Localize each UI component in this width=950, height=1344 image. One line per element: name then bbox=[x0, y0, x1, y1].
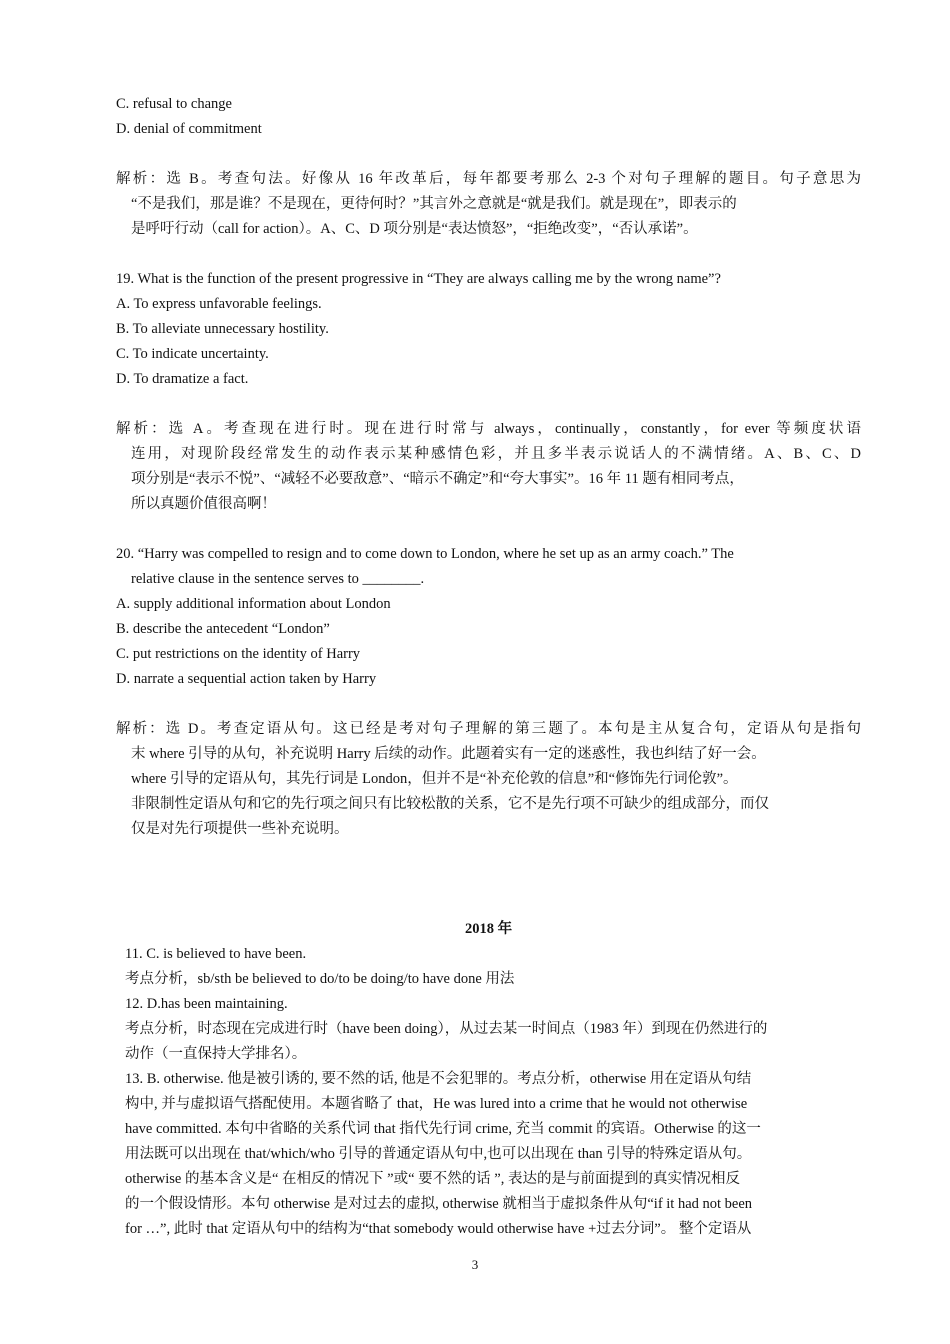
q20-analysis-line: 末 where 引导的从句，补充说明 Harry 后续的动作。此题着实有一定的迷惑性，我也纠结了好一会。 bbox=[131, 746, 766, 762]
q20-analysis-line: 非限制性定语从句和它的先行项之间只有比较松散的关系，它不是先行项不可缺少的组成部分，而仅 bbox=[131, 796, 769, 812]
section-title-2018: 2018 年 bbox=[464, 921, 513, 937]
q19-option-b: B. To alleviate unnecessary hostility. bbox=[116, 321, 329, 337]
q18-analysis-line: 是呼吁行动（call for action）。A、C、D 项分别是“表达愤怒”，“拒绝改变”，“否认承诺”。 bbox=[131, 221, 698, 237]
q19-question: 19. What is the function of the present progressive in “They are always calling me by the wrong name”? bbox=[116, 271, 721, 287]
section-2018-line: for …”, 此时 that 定语从句中的结构为“that somebody would otherwise have +过去分词”。 整个定语从 bbox=[125, 1221, 752, 1237]
q20-question-cont: relative clause in the sentence serves to ________. bbox=[131, 571, 425, 587]
section-2018-line: have committed. 本句中省略的关系代词 that 指代先行词 crime, 充当 commit 的宾语。Otherwise 的这一 bbox=[125, 1121, 761, 1137]
q19-option-d: D. To dramatize a fact. bbox=[116, 371, 249, 387]
q18-analysis-line: “不是我们，那是谁？不是现在，更待何时？”其言外之意就是“就是我们。就是现在”，即表示的 bbox=[131, 196, 737, 212]
section-2018-line: 12. D.has been maintaining. bbox=[125, 996, 288, 1012]
q20-question: 20. “Harry was compelled to resign and to come down to London, where he set up as an army coach.” The bbox=[116, 546, 734, 562]
section-2018-line: 动作（一直保持大学排名）。 bbox=[125, 1046, 307, 1062]
section-2018-line: 11. C. is believed to have been. bbox=[125, 946, 307, 962]
q19-analysis-line: 解析：选 A。考查现在进行时。现在进行时常与 always，continually，constantly，for ever 等频度状语 bbox=[116, 421, 861, 437]
section-2018-line: otherwise 的基本含义是“ 在相反的情况下 ”或“ 要不然的话 ”, 表达的是与前面提到的真实情况相反 bbox=[125, 1171, 740, 1187]
section-2018-line: 考点分析，时态现在完成进行时（have been doing），从过去某一时间点（1983 年）到现在仍然进行的 bbox=[125, 1021, 768, 1037]
section-2018-line: 的一个假设情形。本句 otherwise 是对过去的虚拟, otherwise 就相当于虚拟条件从句“if it had not been bbox=[125, 1196, 753, 1212]
q19-analysis-line: 项分别是“表示不悦”、“减轻不必要敌意”、“暗示不确定”和“夸大事实”。16 年 11 题有相同考点， bbox=[131, 471, 744, 487]
q18-analysis-line: 解析：选 B。考查句法。好像从 16 年改革后，每年都要考那么 2-3 个对句子理解的题目。句子意思为 bbox=[116, 171, 861, 187]
q20-analysis-line: 仅是对先行项提供一些补充说明。 bbox=[131, 821, 349, 837]
page-number: 3 bbox=[471, 1257, 479, 1272]
q20-option-b: B. describe the antecedent “London” bbox=[116, 621, 330, 637]
q19-analysis-line: 连用，对现阶段经常发生的动作表示某种感情色彩，并且多半表示说话人的不满情绪。A、B、C、D bbox=[131, 446, 861, 462]
section-2018-line: 构中, 并与虚拟语气搭配使用。本题省略了 that，He was lured into a crime that he would not otherwise bbox=[125, 1096, 748, 1112]
q20-option-d: D. narrate a sequential action taken by Harry bbox=[116, 671, 377, 687]
q19-option-c: C. To indicate uncertainty. bbox=[116, 346, 269, 362]
q20-option-c: C. put restrictions on the identity of Harry bbox=[116, 646, 361, 662]
q18-option-d: D. denial of commitment bbox=[116, 121, 262, 137]
q18-option-c: C. refusal to change bbox=[116, 96, 232, 112]
q19-analysis-line: 所以真题价值很高啊！ bbox=[131, 496, 276, 512]
q20-analysis-line: where 引导的定语从句，其先行词是 London，但并不是“补充伦敦的信息”和“修饰先行词伦敦”。 bbox=[131, 771, 738, 787]
section-2018-line: 考点分析，sb/sth be believed to do/to be doing/to have done 用法 bbox=[125, 971, 515, 987]
q20-analysis-line: 解析：选 D。考查定语从句。这已经是考对句子理解的第三题了。本句是主从复合句，定语从句是指句 bbox=[116, 721, 861, 737]
section-2018-line: 用法既可以出现在 that/which/who 引导的普通定语从句中,也可以出现在 than 引导的特殊定语从句。 bbox=[125, 1146, 752, 1162]
q19-option-a: A. To express unfavorable feelings. bbox=[116, 296, 322, 312]
page-content bbox=[116, 92, 861, 1242]
section-2018-line: 13. B. otherwise. 他是被引诱的, 要不然的话, 他是不会犯罪的。考点分析，otherwise 用在定语从句结 bbox=[125, 1071, 752, 1087]
q20-option-a: A. supply additional information about London bbox=[116, 596, 391, 612]
